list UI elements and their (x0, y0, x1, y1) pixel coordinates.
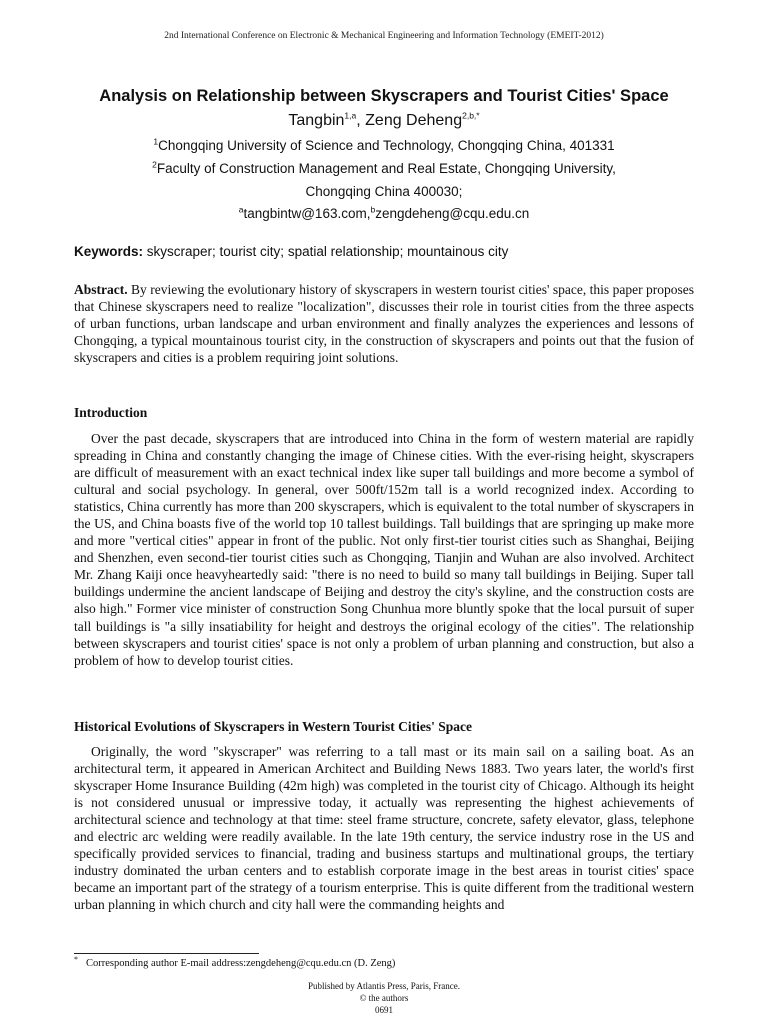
footnote (74, 954, 396, 969)
affiliation-2 (0, 161, 768, 176)
email-line (0, 206, 768, 221)
affiliation-1-text: Chongqing University of Science and Technology, Chongqing China, 401331 (158, 138, 615, 153)
email-b-sup: b (370, 204, 376, 215)
author-1-sup: 1,a (344, 110, 357, 121)
email-b[interactable]: zengdeheng@cqu.edu.cn (375, 206, 530, 221)
keywords (74, 244, 694, 259)
affiliation-1-sup: 1 (153, 136, 159, 147)
abstract-label: Abstract. (74, 282, 128, 297)
author-1-name: Tangbin (288, 112, 345, 129)
footnote-mark: * (74, 954, 78, 964)
page-number: 0691 (375, 1005, 393, 1015)
keywords-text: skyscraper; tourist city; spatial relationship; mountainous city (143, 244, 509, 259)
author-2-name: Zeng Deheng (365, 112, 463, 129)
affiliation-2-line-2: Chongqing China 400030; (305, 184, 463, 199)
copyright-line: © the authors (359, 993, 409, 1003)
conference-header: 2nd International Conference on Electronic & Mechanical Engineering and Information Technology (EMEIT-2012) (164, 31, 604, 41)
author-2-sup: 2,b,* (462, 110, 480, 121)
author-separator: , (356, 112, 366, 129)
author-line (0, 112, 768, 130)
publisher-line: Published by Atlantis Press, Paris, France. (308, 981, 460, 991)
section-heading-historical-evolutions: Historical Evolutions of Skyscrapers in Western Tourist Cities' Space (74, 719, 473, 734)
abstract (74, 281, 694, 366)
email-a[interactable]: tangbintw@163.com, (243, 206, 371, 221)
abstract-text: By reviewing the evolutionary history of skyscrapers in western tourist cities' space, this paper proposes that Chinese skyscrapers need to realize "localization", discusses their role in tourist cities from the three aspects of urban functions, urban landscape and urban environment and finally analyzes the experiences and lessons of Chongqing, a typical mountainous tourist city, in the construction of skyscrapers and points out that the fusion of skyscrapers and cities is a problem requiring joint solutions. (74, 282, 694, 366)
affiliation-1 (0, 138, 768, 153)
paper-title: Analysis on Relationship between Skyscrapers and Tourist Cities' Space (99, 87, 669, 105)
affiliation-2-sup: 2 (152, 159, 157, 170)
footnote-divider (74, 953, 259, 954)
footnote-text: Corresponding author E-mail address:zengdeheng@cqu.edu.cn (D. Zeng) (86, 958, 396, 969)
section-heading-introduction: Introduction (74, 405, 148, 420)
historical-paragraph: Originally, the word "skyscraper" was referring to a tall mast or its main sail on a sailing boat. As an architectural term, it appeared in American Architect and Building News 1883. Two years later, the world's first skyscraper Home Insurance Building (42m high) was completed in the tourist city of Chicago. Although its height is not considered unusual or impressive today, it actually was representing the highest achievements of architectural science and technology at that time: steel frame structure, concrete, safety elevator, glass, telephone and electric arc welding were readily available. In the late 19th century, the service industry rose in the US and specifically provided services to financial, trading and business startups and multinational groups, the tertiary industry dominated the urban centers and to establish corporate image in the best areas in tourist cities' space became an important part of the strategy of a tourism enterprise. This is quite different from the traditional western urban planning in which church and city hall were the commanding heights and (74, 744, 694, 913)
introduction-paragraph: Over the past decade, skyscrapers that are introduced into China in the form of western material are rapidly spreading in China and constantly changing the image of Chinese cities. With the ever-rising height, skyscrapers are difficult of measurement with an exact technical index like super tall buildings and more become a symbol of cultural and social psychology. In general, over 500ft/152m tall is a world recognized index. According to statistics, China currently has more than 200 skyscrapers, which is equivalent to the total number of skyscrapers in the US, and China boasts five of the world top 10 tallest buildings. Tall buildings that are springing up make more and more "vertical cities" appear in front of the public. Not only first-tier tourist cities such as Shanghai, Beijing and Shenzhen, even second-tier tourist cities such as Chongqing, Tianjin and Wuhan are also involved. Architect Mr. Zhang Kaiji once heavyheartedly said: "there is no need to build so many tall buildings in Beijing. Super tall buildings undermine the ancient landscape of Beijing and destroy the city's skyline, and the construction costs are also high." Former vice minister of construction Song Chunhua more bluntly spoke that the local pursuit of super tall buildings is "a silly insatiability for height and destroys the original ecology of the cities". The relationship between skyscrapers and tourist cities' space is not only a problem of urban planning and construction, but also a problem of how to develop tourist cities. (74, 431, 694, 668)
email-a-sup: a (238, 204, 244, 215)
keywords-label: Keywords: (74, 244, 144, 259)
affiliation-2-text: Faculty of Construction Management and Real Estate, Chongqing University, (156, 161, 616, 176)
